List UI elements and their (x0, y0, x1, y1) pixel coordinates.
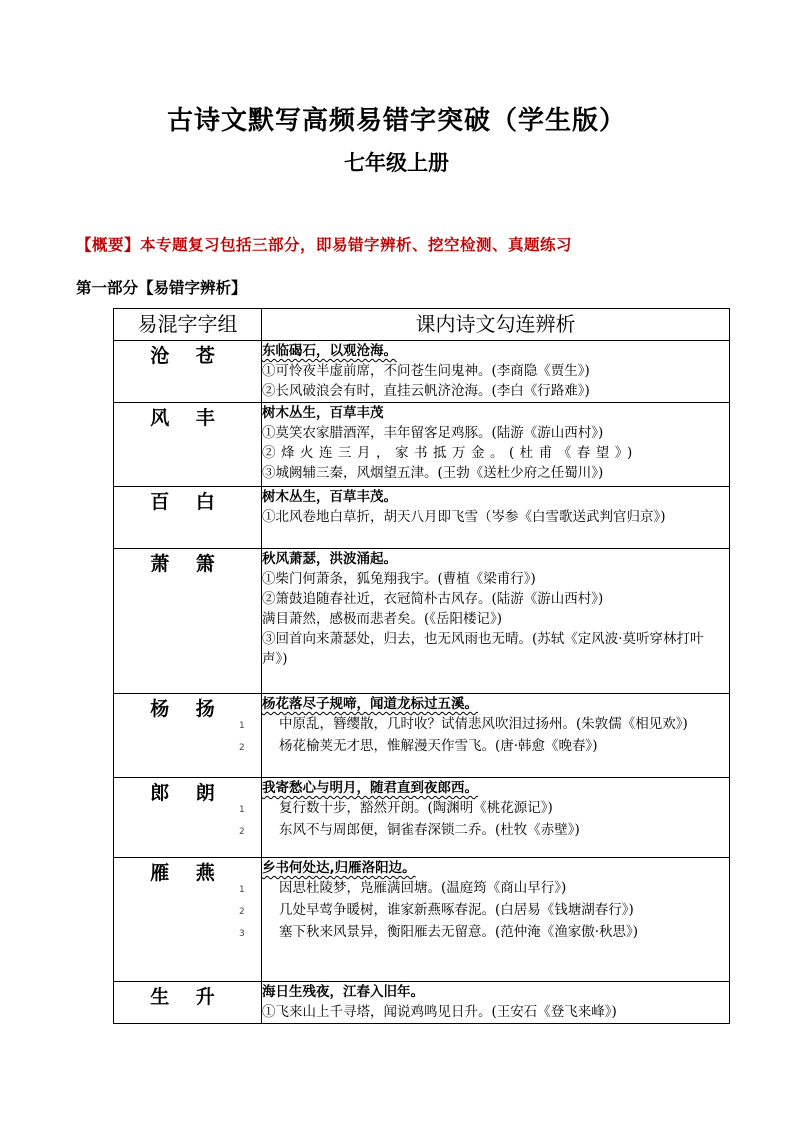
analysis-cell (239, 694, 730, 778)
analysis-cell (262, 403, 730, 487)
example-line: ①北风卷地白草折，胡天八月即飞雪（岑参《白雪歌送武判官归京》) (262, 509, 666, 525)
table-row (114, 403, 730, 487)
example-line: ②烽火连三月，家书抵万金。(杜甫《春望》) (262, 445, 638, 461)
item-number: 1 (239, 721, 245, 731)
analysis-cell (239, 778, 730, 858)
analysis-cell (262, 982, 730, 1024)
example-text: 塞下秋来风景异，衡阳雁去无留意。(范仲淹《渔家傲·秋思》) (279, 924, 639, 940)
item-number: 2 (239, 827, 245, 837)
example-text: 因思杜陵梦，凫雁满回塘。(温庭筠《商山早行》) (279, 880, 567, 896)
example-text: 杨花榆荚无才思，惟解漫天作雪飞。(唐·韩愈《晚春》) (279, 738, 598, 754)
example-line: 满目萧然，感极而悲者矣。(《岳阳楼记》) (262, 611, 503, 627)
document-subtitle: 七年级上册 (344, 151, 449, 175)
key-line: 树木丛生，百草丰茂 (262, 405, 384, 421)
example-text: 复行数十步，豁然开朗。(陶渊明《桃花源记》) (279, 800, 553, 816)
example-text: 东风不与周郎便，铜雀春深锁二乔。(杜牧《赤壁》) (279, 822, 580, 838)
numbered-line (239, 820, 729, 842)
key-line: 我寄愁心与明月，随君直到夜郎西。 (262, 780, 478, 796)
key-line: 东临碣石，以观沧海。 (262, 343, 397, 359)
example-text: 几处早莺争暖树，谁家新燕啄春泥。(白居易《钱塘湖春行》) (279, 902, 634, 918)
example-line: ①莫笑农家腊酒浑，丰年留客足鸡豚。(陆游《游山西村》) (262, 425, 604, 441)
numbered-line (239, 798, 729, 820)
char-group: 雁 燕 (114, 858, 262, 982)
key-line: 杨花落尽子规啼，闻道龙标过五溪。 (262, 696, 478, 712)
item-number: 1 (239, 885, 245, 895)
numbered-line (239, 900, 729, 922)
item-number: 2 (239, 907, 245, 917)
table-row (114, 694, 730, 778)
analysis-cell (262, 487, 730, 549)
item-number: 3 (239, 929, 245, 939)
key-line: 海日生残夜，江春入旧年。 (262, 984, 424, 1000)
char-group: 杨 扬 (114, 694, 262, 778)
char-group: 萧 箫 (114, 549, 262, 694)
example-line: ③城阙辅三秦，风烟望五津。(王勃《送杜少府之任蜀川》) (262, 465, 604, 481)
char-group: 百 白 (114, 487, 262, 549)
numbered-line (239, 878, 729, 900)
example-line: ①可怜夜半虚前席，不问苍生问鬼神。(李商隐《贾生》) (262, 363, 590, 379)
numbered-line (239, 922, 729, 944)
example-line: ③回首向来萧瑟处，归去，也无风雨也无晴。(苏轼《定风波·莫听穿林打叶声》) (262, 631, 704, 667)
example-line: ①柴门何萧条，狐兔翔我宇。(曹植《梁甫行》) (262, 571, 536, 587)
table-row (114, 487, 730, 549)
analysis-cell (262, 549, 730, 694)
table-row (114, 982, 730, 1024)
confusable-characters-table (113, 308, 730, 1024)
table-row (114, 341, 730, 403)
numbered-line (239, 736, 729, 758)
table-row (114, 858, 730, 982)
column-header-chars: 易混字字组 (114, 309, 262, 341)
item-number: 2 (239, 743, 245, 753)
table-row (114, 778, 730, 858)
key-line: 秋风萧瑟，洪波涌起。 (262, 551, 397, 567)
analysis-cell (262, 341, 730, 403)
char-group: 生 升 (114, 982, 262, 1024)
section-heading: 第一部分【易错字辨析】 (76, 279, 247, 297)
table-row (114, 549, 730, 694)
table-header-row (114, 309, 730, 341)
document-title: 古诗文默写高频易错字突破（学生版） (166, 106, 626, 136)
item-number: 1 (239, 805, 245, 815)
summary-text: 【概要】本专题复习包括三部分，即易错字辨析、挖空检测、真题练习 (76, 235, 573, 254)
char-group: 风 丰 (114, 403, 262, 487)
example-line: ①飞来山上千寻塔，闻说鸡鸣见日升。(王安石《登飞来峰》) (262, 1004, 617, 1020)
column-header-analysis: 课内诗文勾连辨析 (262, 309, 730, 341)
example-line: ②长风破浪会有时，直挂云帆济沧海。(李白《行路难》) (262, 383, 590, 399)
key-line: 乡书何处达,归雁洛阳边。 (262, 860, 416, 876)
numbered-line (239, 714, 729, 736)
analysis-cell (239, 858, 730, 982)
char-group: 沧 苍 (114, 341, 262, 403)
key-line: 树木丛生，百草丰茂。 (262, 489, 397, 505)
example-line: ②箫鼓追随春社近，衣冠简朴古风存。(陆游《游山西村》) (262, 591, 604, 607)
char-group: 郎 朗 (114, 778, 262, 858)
example-text: 中原乱，簪缨散，几时收？试倩悲风吹泪过扬州。(朱敦儒《相见欢》) (279, 716, 688, 732)
